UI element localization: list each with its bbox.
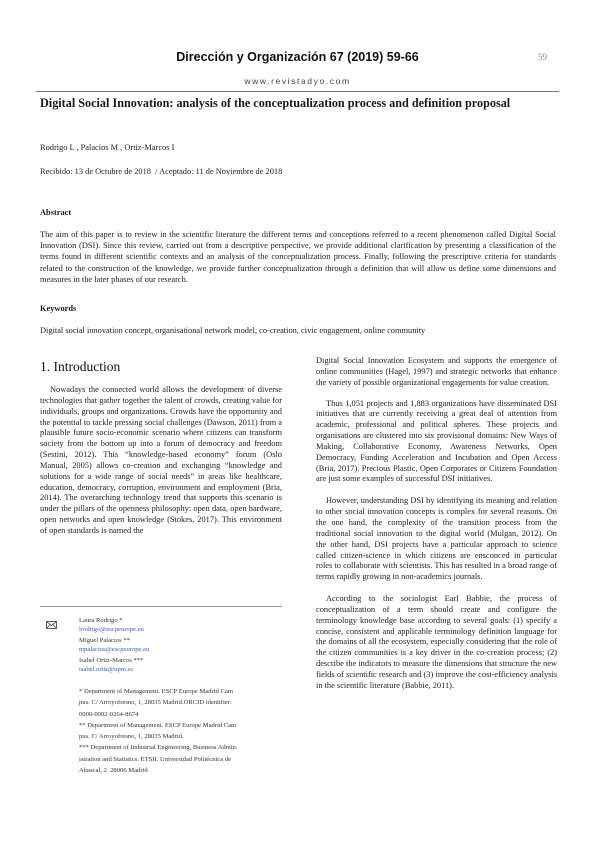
author-1-name: Laura Rodrigo * [79,617,123,624]
article-authors: Rodrigo L , Palacios M , Ortiz-Marcos I [40,143,175,152]
left-column [40,385,282,537]
introduction-heading: 1. Introduction [40,359,121,374]
author-3-name: Isabel Ortiz-Marcos *** [79,657,144,665]
abstract-heading: Abstract [40,208,72,217]
footnote-3-line-2: istration and Statistics. ETSII. Universidad Politécnica de [79,755,231,763]
article-dates [40,167,282,176]
journal-website: www.revistadyo.com [244,76,351,86]
journal-title: Dirección y Organización 67 (2019) 59-66 [176,50,419,64]
author-2-name: Miguel Palacios ** [79,637,130,645]
intro-paragraph-3: However, understanding DSI by identifying its meaning and relation to other social innovation concepts is complex for several reasons. On the one hand, the complexity of the transition process from the traditional social innovation to the digital world (Mulgan, 2012). On the other hand, DSI projects have a particular approach to science called citizen-science in which citizens are ensconced in particular roles to collaborate with scientists. This has resulted in a broad range of terms rapidly growing in non-academics journals. [316,496,557,582]
keywords-text: Digital social innovation concept, organisational network model, co-creation, civic engagement, online community [40,326,426,335]
accepted-date: / Aceptado: 11 de Noviembre de 2018 [155,167,283,176]
footnote-3-line-1: *** Department of Industrial Engineering, Business Admin. [79,744,238,752]
author-1-email-link[interactable]: lrodrigo@escpeurope.eu [79,625,144,633]
article-title: Digital Social Innovation: analysis of the conceptualization process and definition proposal [40,96,511,110]
footnote-1-line-2: pus. C/ Arroyofresno, 1, 28035 Madrid.ORCID identifier: [79,699,232,707]
affiliation-footnotes [79,686,284,776]
footnote-1-line-1: * Department of Management. ESCP Europe Madrid Cam [79,688,233,695]
received-date: Recibido: 13 de Octubre de 2018 [40,167,151,176]
intro-paragraph-2: Thus 1,051 projects and 1,883 organizations have disseminated DSI initiatives that are currently receiving a great deal of attention from academic, professional and political spheres. These projects and organisations are clustered into six provisional domains: New Ways of Making, Collaborative Economy, Awareness Networks, Open Democracy, Funding Acceleration and Incubation and Open Access (Bria, 2017). Precious Plastic, Open Corporates or Citizens Foundation are just some examples of successful DSI initiatives. [316,398,557,484]
intro-paragraph-4: According to the sociologist Earl Babbie, the process of conceptualization of a term should create and configure the terminology knowledge base according to several goals: (1) specify a concise, consistent and applicable terminology definition language for the domains of all the ecosystem, especially considering that the role of the citizen communities is a key driver in the co-creation process; (2) describe the indicators to measure the dimensions that structure the new fields of scientific research and (3) improve the cost-efficiency analysis in the scientific literature (Babbie, 2011). [316,594,557,690]
intro-paragraph-1: Nowadays the connected world allows the development of diverse technologies that gather together the talent of crowds, creating value for individuals, groups and organizations. Crowds have the opportunity and the potential to tackle pressing social challenges (Dawson, 2011) from a plausible future socio-economic scenario where citizens can transform society from the bottom up into a forum of democracy and freedom (Sestini, 2012). This “knowledge-based economy” forum (Oslo Manual, 2005) allows co-creation and exchanging “knowledge and solutions for a wide range of social needs” in areas like healthcare, education, democracy, corruption, environment and employment (Bria, 2014). The overarching technology trend that supports this scenario is under the pillars of the openness philosophy: open data, open hardware, open networks and open knowledge (Stokes, 2017). This environment of open standards is named the [40,385,282,535]
footnote-3-line-3: Abascal, 2. 28006 Madrid [79,767,148,775]
author-2-email-link[interactable]: mpalacios@escpeurope.eu [79,645,150,653]
right-column [316,356,557,692]
footnote-2-line-2: pus. C/ Arroyofresno, 1, 28035 Madrid. [79,733,184,741]
abstract-text: The aim of this paper is to review in the scientific literature the different terms and conceptions referred to a recent phenomenon called Digital Social Innovation (DSI). Since this review, carried out from a descriptive perspective, we provide additional clarification by presenting a classification of the terms found in different scientific contexts and an analysis of the conceptualization process. Finally, following the prescriptive criteria for standards related to the construction of the knowledge, we provide further conceptualization through a definition that will allow us define some dimensions and measures in the later phases of our research. [40,230,556,284]
footnote-rule [40,606,282,607]
footnote-1-line-3: 0000-0002-0264-8674 [79,710,139,718]
header-rule [36,91,559,92]
keywords-heading: Keywords [40,304,77,313]
envelope-icon [46,616,57,634]
author-3-email-link[interactable]: isabel.ortiz@upm.es [79,665,134,673]
page-number: 59 [538,52,547,62]
footnote-2-line-1: ** Department of Management. ESCP Europe Madrid Cam [79,721,237,729]
intro-paragraph-1-continued: Digital Social Innovation Ecosystem and supports the emergence of online communities (Hagel, 1997) and strategic networks that enhance the variety of possible organizational engagements for value creation. [316,356,557,387]
correspondence-authors [79,617,279,678]
